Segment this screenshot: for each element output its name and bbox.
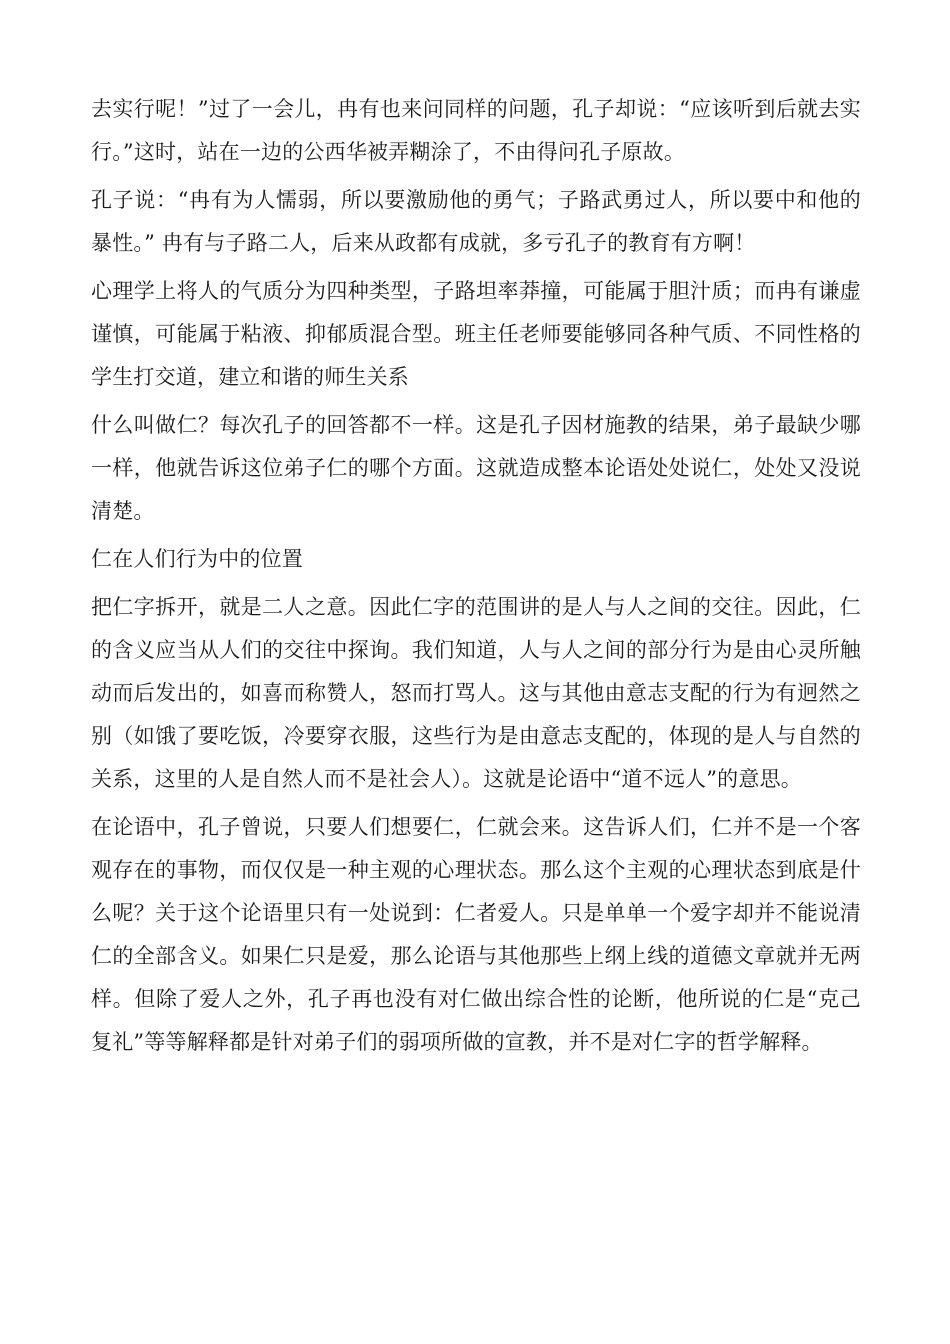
paragraph-6: 在论语中，孔子曾说，只要人们想要仁，仁就会来。这告诉人们，仁并不是一个客观存在的事物，而仅仅是一种主观的心理状态。那么这个主观的心理状态到底是什么呢？关于这个论语里只有一处说到：仁者爱人。只是单单一个爱字却并不能说清仁的全部含义。如果仁只是爱，那么论语与其他那些上纲上线的道德文章就并无两样。但除了爱人之外，孔子再也没有对仁做出综合性的论断，他所说的仁是“克己复礼”等等解释都是针对弟子们的弱项所做的宣教，并不是对仁字的哲学解释。 <box>91 815 861 1054</box>
paragraph-5: 把仁字拆开，就是二人之意。因此仁字的范围讲的是人与人之间的交往。因此，仁的含义应当从人们的交往中探询。我们知道，人与人之间的部分行为是由心灵所触动而后发出的，如喜而称赞人，怒而打骂人。这与其他由意志支配的行为有迥然之别（如饿了要吃饭，冷要穿衣服，这些行为是由意志支配的，体现的是人与自然的关系，这里的人是自然人而不是社会人）。这就是论语中“道不远人”的意思。 <box>91 595 861 791</box>
section-heading: 仁在人们行为中的位置 <box>91 547 303 571</box>
document-body <box>91 88 861 1069</box>
paragraph-3: 心理学上将人的气质分为四种类型，子路坦率莽撞，可能属于胆汁质；而冉有谦虚谨慎，可能属于粘液、抑郁质混合型。班主任老师要能够同各种气质、不同性格的学生打交道，建立和谐的师生关系 <box>91 279 861 389</box>
paragraph-4: 什么叫做仁？每次孔子的回答都不一样。这是孔子因材施教的结果，弟子最缺少哪一样，他就告诉这位弟子仁的哪个方面。这就造成整本论语处处说仁，处处又没说清楚。 <box>91 413 861 523</box>
paragraph-2: 孔子说：“冉有为人懦弱，所以要激励他的勇气；子路武勇过人，所以要中和他的暴性。” 冉有与子路二人，后来从政都有成就，多亏孔子的教育有方啊！ <box>91 188 861 255</box>
paragraph-1: 去实行呢！”过了一会儿，冉有也来问同样的问题，孔子却说：“应该听到后就去实行。”这时，站在一边的公西华被弄糊涂了，不由得问孔子原故。 <box>91 97 861 164</box>
